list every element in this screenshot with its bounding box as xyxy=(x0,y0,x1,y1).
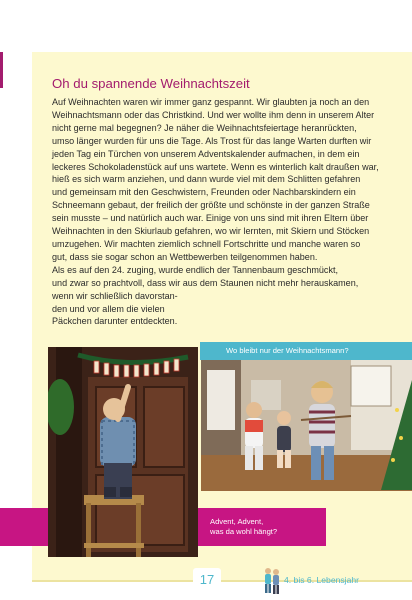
text-line: Weihnachtsmann oder das Christkind. Und wer wollte ihm denn in unserem Alter xyxy=(52,109,375,120)
children-icon xyxy=(262,566,282,596)
photo-children-music xyxy=(201,360,412,491)
text-line: jeden Tag ein Türchen von unserem Adventskalender aufmachen, in dem ein xyxy=(52,148,360,159)
text-line: Auf Weihnachten waren wir immer ganz gespannt. Wir glaubten ja noch an den xyxy=(52,97,370,107)
caption-text: Wo bleibt nur der Weihnachtsmann? xyxy=(226,346,349,355)
text-line: gut, dass sie sogar schon an Wettbewerben teilgenommen haben. xyxy=(52,251,318,262)
age-range-label: 4. bis 6. Lebensjahr xyxy=(284,575,360,585)
text-line: und gemeinsam mit den Geschwistern, Freunden oder Nachbarskindern ein xyxy=(52,187,356,198)
chapter-marker xyxy=(0,52,3,88)
text-line: Weihnachten in den Skiurlaub gefahren, wo wir lernten, mit Skiern und Stöcken xyxy=(52,226,370,237)
text-line: umzugehen. Wir machten ziemlich schnell Fortschritte und manche waren so xyxy=(52,238,361,249)
text-line: den und vor allem die vielen xyxy=(52,303,165,314)
text-line: nicht gerne mal begegnen? Je näher die Weihnachtsfeiertage heranrückten, xyxy=(52,122,357,133)
text-line: Als es auf den 24. zuging, wurde endlich der Tannenbaum geschmückt, xyxy=(52,264,338,275)
text-line: Schneemann gebaut, der freilich der größte und schönste in der ganzen Straße xyxy=(52,200,370,211)
text-line: wenn wir schließlich davorstan- xyxy=(52,290,178,301)
text-line: Päckchen darunter entdeckten. xyxy=(52,316,178,327)
caption-text: was da wohl hängt? xyxy=(210,527,278,536)
text-line: hieß es sich warm anziehen, und dann wurde viel mit dem Schlitten gefahren xyxy=(52,174,361,185)
photo-caption-top xyxy=(200,342,412,360)
text-line: und zwar so prachtvoll, dass wir aus dem Staunen nicht mehr herauskamen, xyxy=(52,277,359,288)
page-title: Oh du spannende Weihnachtszeit xyxy=(52,76,250,91)
text-line: sein musste – und natürlich auch war. Einige von uns sind mit ihren Eltern über xyxy=(52,213,369,224)
page-number: 17 xyxy=(193,568,221,592)
body-text xyxy=(52,96,404,328)
caption-text: Advent, Advent, xyxy=(210,517,264,526)
text-line: leckeres Schokoladenstück auf uns wartete. Wenn es winterlich kalt draußen war, xyxy=(52,161,379,172)
text-line: umso länger wurden für uns die Tage. Als Trost für das lange Warten durften wir xyxy=(52,135,372,146)
photo-advent-calendar xyxy=(48,347,198,557)
